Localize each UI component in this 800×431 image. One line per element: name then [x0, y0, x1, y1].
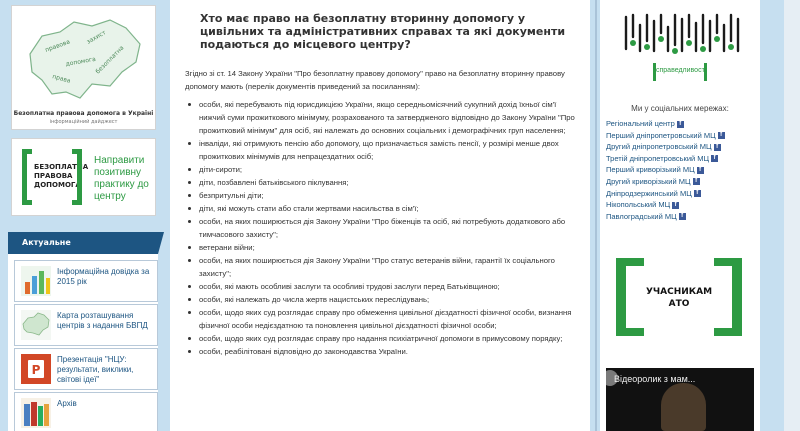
- bracket-bottom-right: [714, 328, 742, 336]
- list-item: інваліди, які отримують пенсію або допомогу, що призначається замість пенсії, у розмірі менше двох прожиткових мінімумів для непрацездатних осіб;: [188, 137, 580, 163]
- social-link[interactable]: Регіональний центр: [606, 119, 675, 128]
- svg-text:P: P: [31, 363, 41, 377]
- bracket-top-right: [714, 258, 742, 266]
- positive-practice-banner[interactable]: [11, 138, 156, 216]
- ato-text: УЧАСНИКАМ АТО: [645, 287, 713, 309]
- actual-section: [8, 232, 158, 431]
- banner-call-to-action: Направити позитивну практику до центру: [94, 155, 149, 202]
- list-item: особи, на яких поширюється дія Закону України "Про статус ветеранів війни, гарантії їх соціального захисту";: [188, 254, 580, 280]
- social-link[interactable]: Дніпродзержинський МЦ: [606, 188, 692, 198]
- actual-item-report[interactable]: [14, 260, 158, 302]
- actual-item-label: Карта розташування центрів з надання БВПД: [57, 311, 148, 330]
- right-sidebar: [600, 0, 760, 431]
- list-item: діти-сироти;: [188, 163, 580, 176]
- facebook-icon[interactable]: f: [672, 202, 679, 209]
- video-player[interactable]: [606, 368, 754, 431]
- logo-bracket-box: [653, 63, 707, 81]
- list-item: особи, щодо яких суд розглядає справу про надання психіатричної допомоги в примусовому порядку;: [188, 332, 580, 345]
- bracket-bottom-left: [616, 328, 644, 336]
- right-bracket-icon: [732, 258, 742, 336]
- ukraine-map-icon: [22, 14, 147, 109]
- actual-item-archive[interactable]: [14, 392, 158, 431]
- list-item: особи, щодо яких суд розглядає справу про обмеження цивільної дієздатності фізичної особи, визнання фізичної особи недієздатною та поновлення цивільної дієздатності фізичної особи;: [188, 306, 580, 332]
- books-thumbnail-icon: [21, 398, 51, 428]
- svg-text:допомога: допомога: [65, 55, 97, 68]
- facebook-icon[interactable]: f: [679, 213, 686, 220]
- svg-text:захист: захист: [85, 29, 108, 46]
- social-link[interactable]: Нікопольський МЦ: [606, 200, 671, 210]
- list-item: особи, які мають особливі заслуги та особливі трудові заслуги перед Батьківщиною;: [188, 280, 580, 293]
- video-thumbnail: [661, 383, 706, 431]
- social-link-item: [606, 153, 756, 165]
- list-item: особи, які перебувають під юрисдикцією України, якщо середньомісячний сукупний дохід їхньої сім'ї нижчий суми прожиткового мінімуму, розрахованого та затвердженого відповідно до Закону України "Про прожитковий мінімум" для осіб, які належать до основних соціальних і демографічних груп населення;: [188, 98, 580, 137]
- column-divider: [595, 0, 597, 431]
- actual-item-label: Архів: [57, 399, 77, 408]
- svg-text:правова: правова: [44, 38, 71, 54]
- bracket-text: БЕЗОПЛАТНА ПРАВОВА ДОПОМОГА: [34, 163, 89, 189]
- legal-aid-digest-logo[interactable]: [11, 5, 156, 130]
- ato-participants-banner[interactable]: [616, 258, 742, 336]
- social-link-item: [606, 118, 756, 130]
- video-title: Відеоролик з мам...: [614, 374, 696, 384]
- facebook-icon[interactable]: f: [711, 155, 718, 162]
- social-link-item: [606, 130, 756, 142]
- map-thumbnail-icon: [21, 310, 51, 340]
- actual-item-map[interactable]: [14, 304, 158, 346]
- social-link[interactable]: Перший криворізький МЦ: [606, 165, 695, 175]
- list-item: особи, реабілітовані відповідно до законодавства України.: [188, 345, 580, 358]
- list-item: безпритульні діти;: [188, 189, 580, 202]
- left-bracket-icon: [616, 258, 626, 336]
- list-item: особи, на яких поширюється дія Закону України "Про біженців та осіб, які потребують додаткового або тимчасового захисту";: [188, 215, 580, 241]
- actual-item-label: Інформаційна довідка за 2015 рік: [57, 267, 150, 286]
- social-link-item: [606, 211, 756, 223]
- social-link[interactable]: Третій дніпропетровський МЦ: [606, 153, 710, 163]
- justice-logo[interactable]: [606, 5, 754, 87]
- facebook-icon[interactable]: f: [694, 190, 701, 197]
- right-bracket-icon: [72, 149, 82, 205]
- actual-item-label: Презентація "НЦУ: результати, виклики, світові ідеї": [57, 355, 134, 384]
- facebook-icon[interactable]: f: [718, 132, 725, 139]
- facebook-icon[interactable]: f: [714, 144, 721, 151]
- social-link[interactable]: Другий криворізький МЦ: [606, 176, 691, 186]
- social-link-item: [606, 176, 756, 188]
- svg-text:права: права: [51, 73, 72, 85]
- social-link-item: [606, 199, 756, 211]
- social-link[interactable]: Другий дніпропетровський МЦ: [606, 142, 712, 152]
- svg-text:безоплатна: безоплатна: [94, 44, 126, 76]
- logo-caption: Безоплатна правова допомога в Україні: [13, 110, 154, 117]
- main-content: [170, 0, 590, 431]
- page-title: Хто має право на безоплатну вторинну допомогу у цивільних та адміністративних справах та які документи подаються до місцевого центру?: [200, 12, 566, 51]
- intro-paragraph: Згідно зі ст. 14 Закону України "Про безоплатну правову допомогу" право на безоплатну вторинну правову допомогу мають (перелік документів приведений за посиланням):: [185, 69, 565, 91]
- logo-text: справедливості: [656, 67, 707, 74]
- list-item: особи, які належать до числа жертв нацистських переслідувань;: [188, 293, 580, 306]
- social-links-list: [606, 118, 756, 222]
- actual-item-presentation[interactable]: [14, 348, 158, 390]
- social-link-item: [606, 141, 756, 153]
- social-link-item: [606, 164, 756, 176]
- social-link-item: [606, 188, 756, 200]
- facebook-icon[interactable]: f: [697, 167, 704, 174]
- page-scrollbar[interactable]: [784, 0, 800, 431]
- social-link[interactable]: Павлоградський МЦ: [606, 211, 677, 221]
- list-item: ветерани війни;: [188, 241, 580, 254]
- social-link[interactable]: Перший дніпропетровський МЦ: [606, 130, 716, 140]
- eligible-persons-list: [188, 98, 580, 358]
- actual-heading: Актуальне: [8, 232, 158, 254]
- left-bracket-icon: [22, 149, 32, 205]
- bracket-top-left: [616, 258, 644, 266]
- powerpoint-thumbnail-icon: [21, 354, 51, 384]
- dna-strands-icon: [622, 11, 742, 55]
- facebook-icon[interactable]: f: [693, 178, 700, 185]
- social-networks-heading: Ми у соціальних мережах:: [631, 104, 729, 113]
- chart-thumbnail-icon: [21, 266, 51, 296]
- list-item: діти, позбавлені батьківського піклування;: [188, 176, 580, 189]
- logo-subcaption: інформаційний дайджест: [49, 119, 118, 125]
- facebook-icon[interactable]: f: [677, 121, 684, 128]
- list-item: діти, які можуть стати або стали жертвами насильства в сім'ї;: [188, 202, 580, 215]
